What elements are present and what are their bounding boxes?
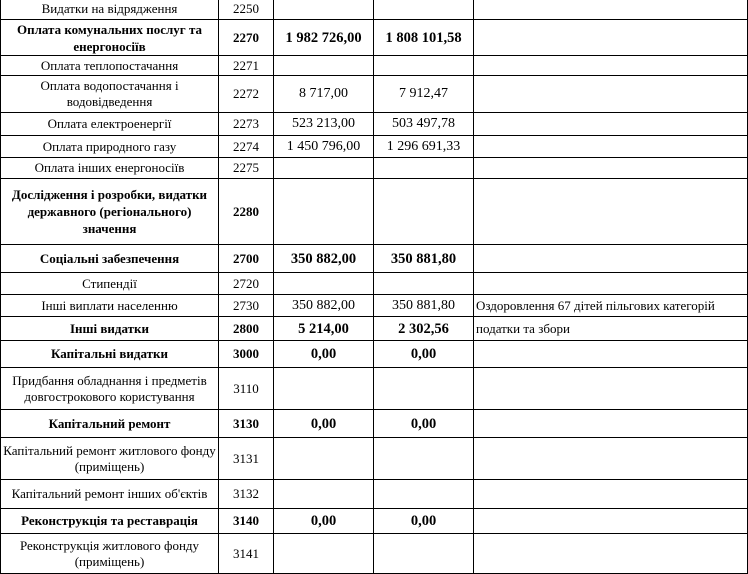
table-row	[1, 410, 748, 438]
row-plan: 350 882,00	[274, 245, 374, 273]
row-plan: 0,00	[274, 410, 374, 438]
table-row	[1, 179, 748, 245]
table-row	[1, 534, 748, 574]
row-plan	[274, 273, 374, 295]
row-note	[474, 76, 748, 113]
table-row	[1, 158, 748, 179]
row-name: Видатки на відрядження	[1, 0, 219, 20]
row-code: 3131	[219, 438, 274, 480]
row-plan	[274, 368, 374, 410]
row-note	[474, 509, 748, 534]
row-note	[474, 56, 748, 76]
row-code: 2272	[219, 76, 274, 113]
row-plan	[274, 534, 374, 574]
row-plan	[274, 56, 374, 76]
row-note: податки та збори	[474, 317, 748, 341]
row-actual	[374, 158, 474, 179]
table-row	[1, 56, 748, 76]
row-actual: 0,00	[374, 410, 474, 438]
row-note	[474, 341, 748, 368]
row-actual: 2 302,56	[374, 317, 474, 341]
row-actual: 350 881,80	[374, 245, 474, 273]
row-name: Оплата природного газу	[1, 136, 219, 158]
row-actual: 0,00	[374, 341, 474, 368]
row-note	[474, 20, 748, 56]
row-note	[474, 410, 748, 438]
row-actual: 503 497,78	[374, 113, 474, 136]
table-row	[1, 295, 748, 317]
table-row	[1, 245, 748, 273]
table-row	[1, 317, 748, 341]
row-plan: 1 982 726,00	[274, 20, 374, 56]
row-code: 3110	[219, 368, 274, 410]
row-plan: 8 717,00	[274, 76, 374, 113]
row-name: Інші видатки	[1, 317, 219, 341]
row-name: Соціальні забезпечення	[1, 245, 219, 273]
row-code: 3140	[219, 509, 274, 534]
row-code: 3141	[219, 534, 274, 574]
row-note	[474, 368, 748, 410]
table-row	[1, 368, 748, 410]
row-plan	[274, 480, 374, 509]
row-code: 2720	[219, 273, 274, 295]
row-name: Реконструкція житлового фонду (приміщень)	[1, 534, 219, 574]
row-name: Дослідження і розробки, видатки державного (регіонального) значення	[1, 179, 219, 245]
row-code: 2274	[219, 136, 274, 158]
row-code: 3000	[219, 341, 274, 368]
row-name: Придбання обладнання і предметів довгострокового користування	[1, 368, 219, 410]
row-name: Оплата комунальних послуг та енергоносіїв	[1, 20, 219, 56]
table-row	[1, 273, 748, 295]
row-name: Капітальний ремонт	[1, 410, 219, 438]
row-actual: 7 912,47	[374, 76, 474, 113]
row-actual	[374, 438, 474, 480]
row-actual	[374, 0, 474, 20]
row-name: Реконструкція та реставрація	[1, 509, 219, 534]
row-name: Оплата електроенергії	[1, 113, 219, 136]
row-plan	[274, 179, 374, 245]
row-name: Капітальні видатки	[1, 341, 219, 368]
row-plan: 1 450 796,00	[274, 136, 374, 158]
table-row	[1, 438, 748, 480]
row-note	[474, 480, 748, 509]
row-note	[474, 113, 748, 136]
row-plan	[274, 158, 374, 179]
row-name: Капітальний ремонт житлового фонду (приміщень)	[1, 438, 219, 480]
row-code: 2271	[219, 56, 274, 76]
row-note	[474, 273, 748, 295]
row-plan: 5 214,00	[274, 317, 374, 341]
table-row	[1, 480, 748, 509]
row-note	[474, 438, 748, 480]
row-actual	[374, 273, 474, 295]
row-name: Оплата водопостачання і водовідведення	[1, 76, 219, 113]
row-actual: 0,00	[374, 509, 474, 534]
table-row	[1, 76, 748, 113]
row-actual	[374, 368, 474, 410]
row-name: Капітальний ремонт інших об'єктів	[1, 480, 219, 509]
row-name: Інші виплати населенню	[1, 295, 219, 317]
row-actual	[374, 179, 474, 245]
row-plan: 0,00	[274, 509, 374, 534]
row-plan: 523 213,00	[274, 113, 374, 136]
table-row	[1, 113, 748, 136]
row-note: Оздоровлення 67 дітей пільгових категорій	[474, 295, 748, 317]
row-actual	[374, 534, 474, 574]
row-actual	[374, 56, 474, 76]
row-note	[474, 179, 748, 245]
row-plan: 350 882,00	[274, 295, 374, 317]
table-row	[1, 0, 748, 20]
row-name: Оплата інших енергоносіїв	[1, 158, 219, 179]
row-code: 2273	[219, 113, 274, 136]
row-plan: 0,00	[274, 341, 374, 368]
row-note	[474, 534, 748, 574]
row-code: 2250	[219, 0, 274, 20]
row-name: Оплата теплопостачання	[1, 56, 219, 76]
table-row	[1, 509, 748, 534]
row-code: 3130	[219, 410, 274, 438]
table-row	[1, 341, 748, 368]
row-plan	[274, 438, 374, 480]
row-note	[474, 245, 748, 273]
row-actual: 1 296 691,33	[374, 136, 474, 158]
table-row	[1, 20, 748, 56]
row-note	[474, 158, 748, 179]
row-code: 2275	[219, 158, 274, 179]
row-actual	[374, 480, 474, 509]
row-code: 2270	[219, 20, 274, 56]
row-note	[474, 136, 748, 158]
row-plan	[274, 0, 374, 20]
row-code: 2700	[219, 245, 274, 273]
row-code: 3132	[219, 480, 274, 509]
row-note	[474, 0, 748, 20]
row-code: 2800	[219, 317, 274, 341]
row-actual: 350 881,80	[374, 295, 474, 317]
row-actual: 1 808 101,58	[374, 20, 474, 56]
row-name: Стипендії	[1, 273, 219, 295]
table-row	[1, 136, 748, 158]
row-code: 2280	[219, 179, 274, 245]
row-code: 2730	[219, 295, 274, 317]
